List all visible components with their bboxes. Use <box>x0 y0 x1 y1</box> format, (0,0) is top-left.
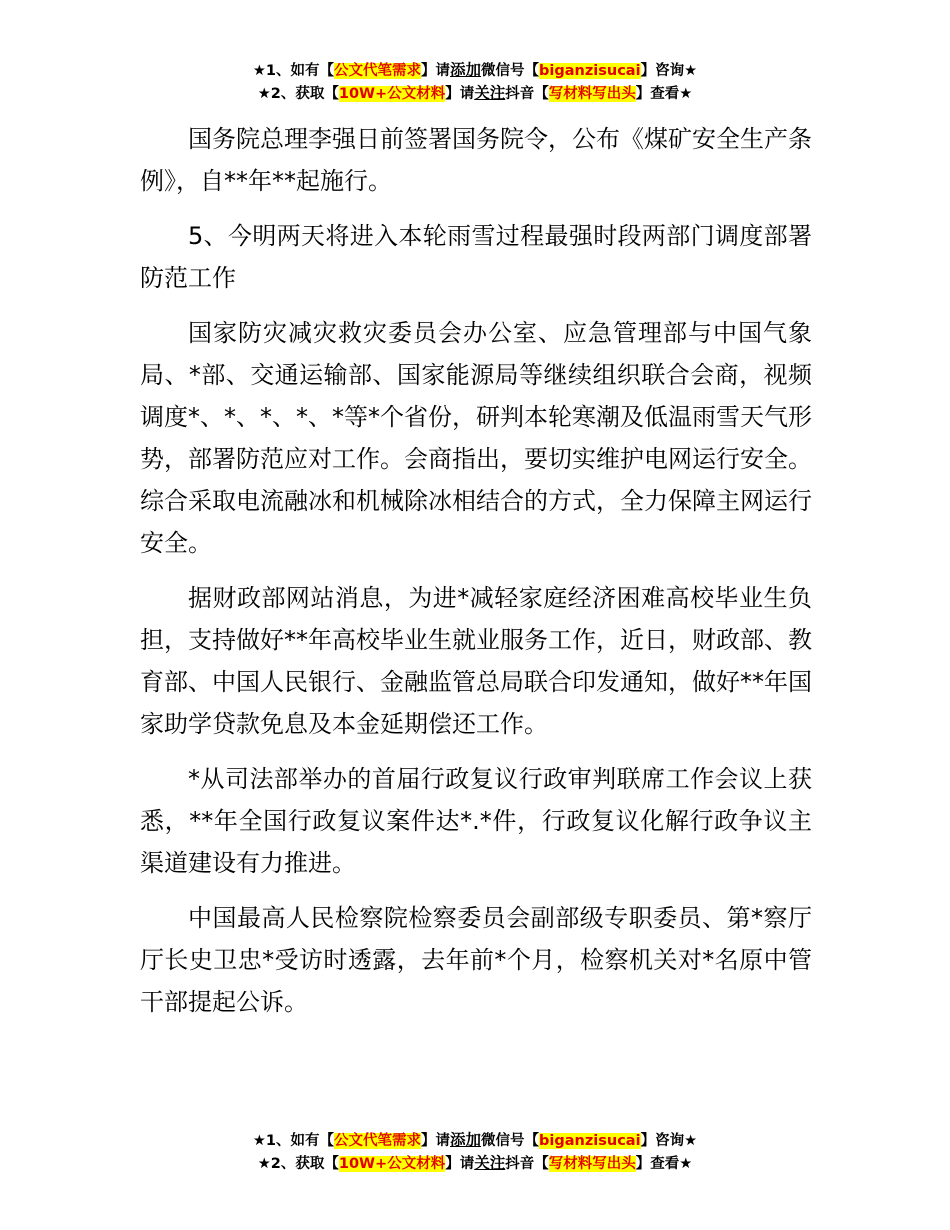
paragraph: 据财政部网站消息，为进*减轻家庭经济困难高校毕业生负担，支持做好**年高校毕业生就业服务工作，近日，财政部、教育部、中国人民银行、金融监管总局联合印发通知，做好**年国家助学贷款免息及本金延期偿还工作。 <box>140 584 812 738</box>
banner-highlight: 写材料写出头 <box>548 1156 636 1172</box>
banner-text: 】查看★ <box>635 86 693 102</box>
banner-highlight: 写材料写出头 <box>548 86 636 102</box>
banner-line-2 <box>0 1152 950 1175</box>
banner-text: 】咨询★ <box>640 63 698 79</box>
paragraph: 中国最高人民检察院检察委员会副部级专职委员、第*察厅厅长史卫忠*受访时透露，去年前*个月，检察机关对*名原中管干部提起公诉。 <box>140 904 812 1016</box>
banner-highlight: 公文代笔需求 <box>334 1133 421 1149</box>
banner-highlight: 10W+公文材料 <box>338 86 446 102</box>
document-body <box>140 118 812 1036</box>
banner-text: 】请 <box>421 1133 450 1149</box>
banner-text: 微信号【 <box>481 1133 540 1149</box>
banner-text: 】查看★ <box>635 1156 693 1172</box>
paragraph: *从司法部举办的首届行政复议行政审判联席工作会议上获悉，**年全国行政复议案件达*.*件，行政复议化解行政争议主渠道建设有力推进。 <box>140 765 812 877</box>
banner-highlight: biganzisucai <box>539 1133 641 1149</box>
banner-underline: 添加 <box>450 61 482 79</box>
banner-text: ★1、如有【 <box>252 1133 334 1149</box>
banner-line-1 <box>0 59 950 82</box>
banner-text: 】请 <box>445 1156 475 1172</box>
banner-text: 】请 <box>421 63 450 79</box>
banner-line-1 <box>0 1129 950 1152</box>
banner-text: ★1、如有【 <box>252 63 334 79</box>
banner-text: 微信号【 <box>481 63 540 79</box>
banner-text: 】咨询★ <box>640 1133 698 1149</box>
banner-underline: 关注 <box>474 1154 506 1172</box>
paragraph-heading: 5、今明两天将进入本轮雨雪过程最强时段两部门调度部署防范工作 <box>140 222 812 292</box>
paragraph: 国家防灾减灾救灾委员会办公室、应急管理部与中国气象局、*部、交通运输部、国家能源局等继续组织联合会商，视频调度*、*、*、*、*等*个省份，研判本轮寒潮及低温雨雪天气形势，部署防范应对工作。会商指出，要切实维护电网运行安全。综合采取电流融冰和机械除冰相结合的方式，全力保障主网运行安全。 <box>140 319 812 557</box>
banner-underline: 添加 <box>450 1131 482 1149</box>
banner-text: ★2、获取【 <box>257 1156 339 1172</box>
banner-highlight: 公文代笔需求 <box>334 63 421 79</box>
banner-line-2 <box>0 82 950 105</box>
banner-underline: 关注 <box>474 84 506 102</box>
footer-banner <box>0 1129 950 1175</box>
banner-highlight: biganzisucai <box>539 63 641 79</box>
header-banner <box>0 59 950 105</box>
banner-highlight: 10W+公文材料 <box>338 1156 446 1172</box>
banner-text: 抖音【 <box>505 1156 549 1172</box>
banner-text: 抖音【 <box>505 86 549 102</box>
banner-text: 】请 <box>445 86 475 102</box>
banner-text: ★2、获取【 <box>257 86 339 102</box>
paragraph: 国务院总理李强日前签署国务院令，公布《煤矿安全生产条例》，自**年**起施行。 <box>140 125 812 195</box>
